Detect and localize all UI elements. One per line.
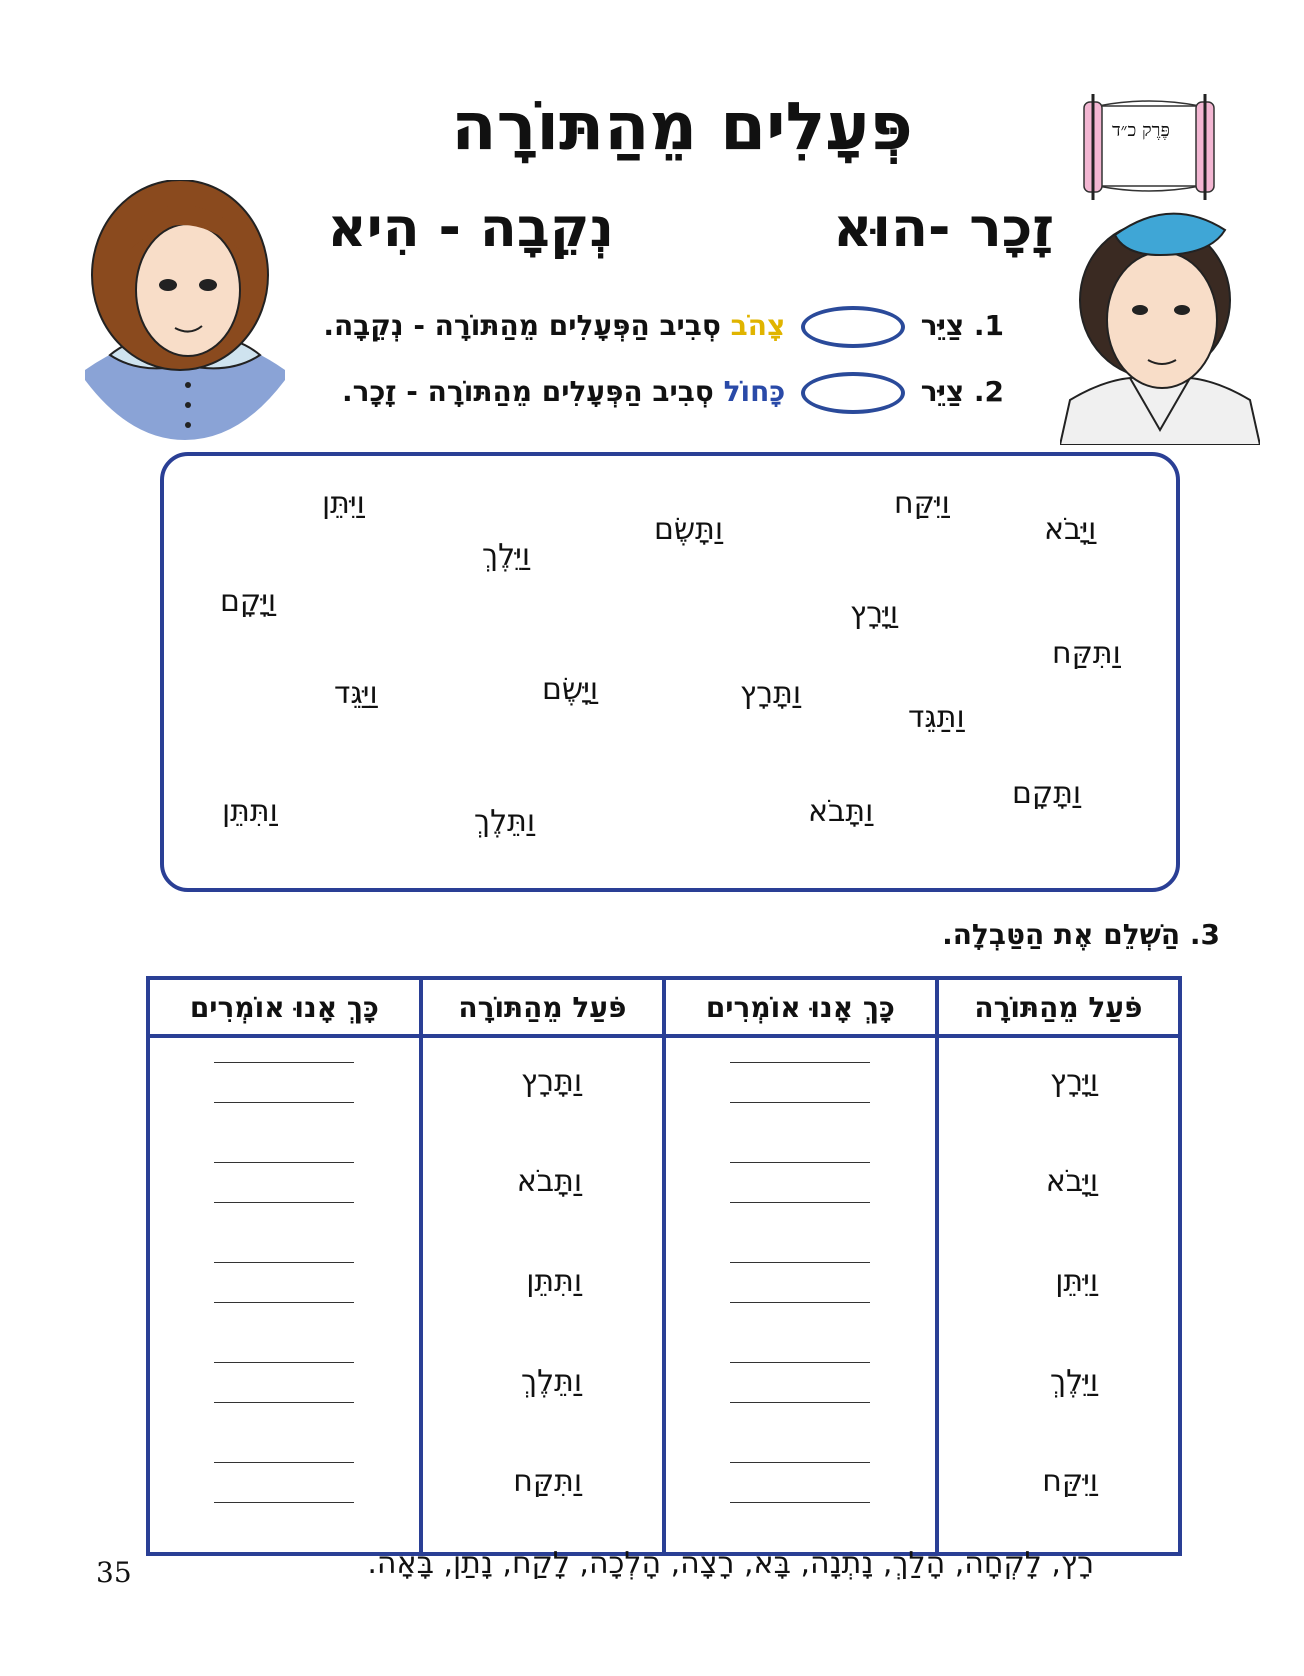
instruction-number: 2. (973, 375, 1004, 408)
torah-verb: וַיָּבֹא (1045, 1164, 1098, 1199)
torah-verbs-column-male (937, 1036, 1180, 1554)
answer-column-female (148, 1036, 421, 1554)
word-item[interactable]: וַיַּגֵּד (334, 676, 378, 711)
boy-illustration (1060, 200, 1260, 445)
word-item[interactable]: וַתַּגֵּד (908, 700, 965, 735)
word-item[interactable]: וַתָּקָם (1012, 776, 1082, 811)
answer-blank[interactable] (150, 1352, 419, 1452)
instruction-2 (342, 372, 1004, 414)
answer-blank[interactable] (150, 1052, 419, 1152)
word-item[interactable]: וַיָּקָם (220, 584, 277, 619)
torah-verb: וַיִּקַּח (1042, 1464, 1098, 1499)
male-label: זָכָר -הוּא (833, 196, 1054, 259)
word-item[interactable]: וַיָּרָץ (850, 596, 899, 631)
instruction-color-word: כָּחוֹל (723, 375, 786, 408)
instruction-number: 1. (973, 309, 1004, 342)
answer-blank[interactable] (666, 1052, 935, 1152)
oval-marker (801, 372, 905, 414)
girl-illustration (80, 180, 290, 440)
word-item[interactable]: וַתָּרָץ (740, 676, 802, 711)
answer-column-male (664, 1036, 937, 1554)
word-item[interactable]: וַתִּתֵּן (222, 794, 278, 829)
word-item[interactable]: וַיִּתֵּן (322, 486, 365, 521)
table-header: כָּךְ אָנוּ אוֹמְרִים (664, 978, 937, 1036)
page-title: פְּעָלִים מֵהַתּוֹרָה (451, 88, 913, 165)
answer-blank[interactable] (666, 1152, 935, 1252)
word-bank: רָץ, לָקְחָה, הָלַךְ, נָתְנָה, בָּא, רָצָה, הָלְכָה, לָקַח, נָתַן, בָּאָה. (367, 1546, 1094, 1581)
female-label: נְקֵבָה - הִיא (327, 196, 614, 259)
table-header: פֹּעַל מֵהַתּוֹרָה (421, 978, 664, 1036)
word-item[interactable]: וַיִּקַּח (894, 486, 950, 521)
torah-verb: וַיִּתֵּן (1055, 1264, 1098, 1299)
oval-marker (801, 306, 905, 348)
instruction-text: סְבִיב הַפְּעָלִים מֵהַתּוֹרָה - נְקֵבָה. (323, 309, 721, 342)
answer-blank[interactable] (150, 1252, 419, 1352)
instruction-verb: צַיֵּר (920, 375, 965, 408)
answer-blank[interactable] (666, 1352, 935, 1452)
verb-table (146, 976, 1182, 1556)
answer-blank[interactable] (150, 1452, 419, 1552)
instruction-1 (323, 306, 1004, 348)
word-item[interactable]: וַיָּשֶׂם (542, 672, 599, 707)
word-item[interactable]: וַתָּבֹא (808, 794, 874, 829)
word-item[interactable]: וַיָּבֹא (1044, 512, 1097, 547)
table-header: פֹּעַל מֵהַתּוֹרָה (937, 978, 1180, 1036)
word-item[interactable]: וַיֵּלֶךְ (482, 538, 531, 573)
word-item[interactable]: וַתִּקַּח (1052, 636, 1121, 671)
answer-blank[interactable] (666, 1252, 935, 1352)
torah-verb: וַיֵּלֶךְ (1049, 1364, 1098, 1399)
answer-blank[interactable] (150, 1152, 419, 1252)
torah-verbs-column-female (421, 1036, 664, 1554)
answer-blank[interactable] (666, 1452, 935, 1552)
instruction-verb: צַיֵּר (920, 309, 965, 342)
torah-verb: וַתִּתֵּן (526, 1264, 583, 1299)
word-item[interactable]: וַתֵּלֶךְ (474, 804, 536, 839)
torah-verb: וַתִּקַּח (513, 1464, 583, 1499)
page-number: 35 (96, 1556, 132, 1589)
table-header: כָּךְ אָנוּ אוֹמְרִים (148, 978, 421, 1036)
torah-verb: וַיָּרָץ (1049, 1064, 1098, 1099)
instruction-color-word: צָהֹב (730, 309, 786, 342)
instruction-text: סְבִיב הַפְּעָלִים מֵהַתּוֹרָה - זָכָר. (341, 375, 714, 408)
word-box (160, 452, 1180, 892)
section-3-heading: 3. הַשְׁלֵם אֶת הַטַּבְלָה. (942, 918, 1220, 951)
torah-verb: וַתָּבֹא (516, 1164, 583, 1199)
torah-verb: וַתָּרָץ (521, 1064, 583, 1099)
scroll-label: פֶּרֶק כ״ד (1112, 120, 1170, 141)
torah-verb: וַתֵּלֶךְ (520, 1364, 583, 1399)
word-item[interactable]: וַתָּשֶׂם (654, 512, 724, 547)
